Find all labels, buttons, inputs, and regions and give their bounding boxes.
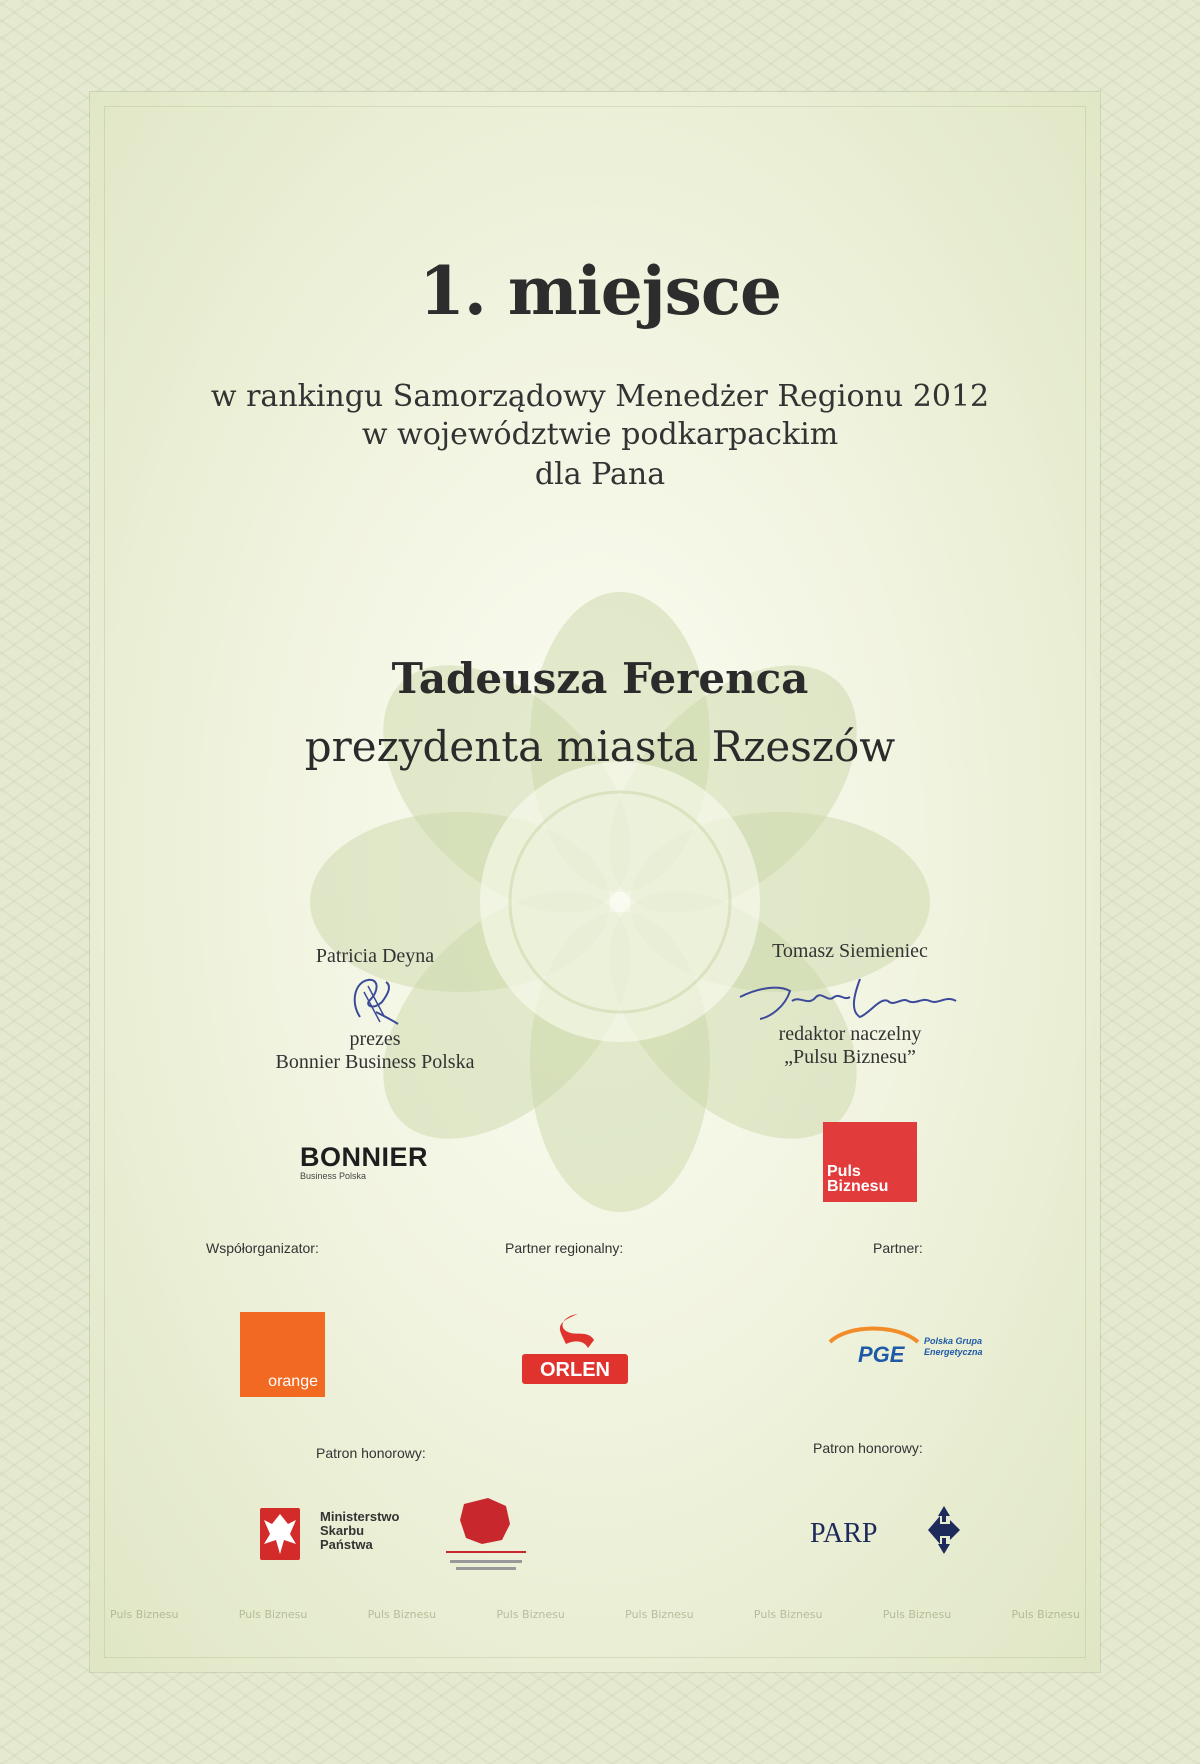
signer-title: redaktor naczelny — [778, 1023, 922, 1045]
watermark-text: Puls Biznesu — [238, 1608, 308, 1621]
orange-logo-text: orange — [268, 1373, 318, 1390]
certificate-heading: 1. miejsce — [419, 252, 781, 330]
bonnier-logo-subtext: Business Polska — [300, 1171, 367, 1181]
signature-block-left — [210, 945, 540, 1074]
orlen-logo-text: ORLEN — [540, 1359, 610, 1381]
recipient-name: Tadeusza Ferenca — [391, 654, 809, 703]
watermark-text: Puls Biznesu — [753, 1608, 823, 1621]
orlen-eagle-icon — [522, 1310, 628, 1386]
puls-logo-line2: Biznesu — [827, 1178, 889, 1195]
honorary-patron-label-right: Patron honorowy: — [813, 1440, 923, 1456]
honorary-patron-label-left: Patron honorowy: — [316, 1445, 426, 1461]
puls-logo-line1: Puls — [827, 1163, 861, 1180]
signature-block-right — [700, 940, 1000, 1069]
ministry-line1: Ministerstwo — [320, 1509, 400, 1524]
ministry-line2: Skarbu — [320, 1523, 365, 1538]
chancellery-logo — [436, 1494, 536, 1574]
signer-name: Tomasz Siemieniec — [772, 940, 928, 962]
poland-map-icon — [436, 1494, 536, 1574]
puls-biznesu-logo — [823, 1122, 917, 1202]
watermark-text: Puls Biznesu — [625, 1608, 694, 1621]
recipient-role: prezydenta miasta Rzeszów — [304, 722, 896, 771]
partner-label: Partner: — [873, 1240, 923, 1256]
signature-area — [700, 963, 1000, 1023]
regional-partner-label: Partner regionalny: — [505, 1240, 624, 1256]
pge-logo-subtext1: Polska Grupa — [924, 1336, 983, 1346]
bonnier-logo — [300, 1142, 450, 1181]
signer-title: prezes — [349, 1028, 401, 1050]
watermark-text: Puls Biznesu — [882, 1608, 952, 1621]
region-line: w województwie podkarpackim — [361, 417, 839, 452]
salutation-line: dla Pana — [534, 457, 666, 492]
parp-logo-text: PARP — [810, 1518, 878, 1549]
watermark-text: Puls Biznesu — [496, 1608, 565, 1621]
pge-logo-subtext2: Energetyczna — [924, 1347, 983, 1357]
signer-organization: Bonnier Business Polska — [275, 1051, 475, 1073]
coorganizer-label: Współorganizator: — [206, 1240, 319, 1256]
pge-arc-icon — [828, 1320, 1013, 1370]
bonnier-logo-text: BONNIER — [300, 1142, 429, 1172]
parp-logo — [810, 1500, 970, 1560]
handwritten-signature — [730, 967, 970, 1027]
pge-logo-text: PGE — [858, 1342, 905, 1367]
watermark-text: Puls Biznesu — [110, 1608, 179, 1621]
watermark-strip — [110, 1608, 1080, 1632]
orange-logo — [240, 1312, 325, 1397]
ministry-line3: Państwa — [320, 1537, 373, 1552]
signature-area — [210, 968, 540, 1028]
parp-arrows-icon — [810, 1500, 970, 1560]
ranking-line: w rankingu Samorządowy Menedżer Regionu 2012 — [210, 379, 990, 414]
signer-name: Patricia Deyna — [315, 945, 435, 967]
watermark-text: Puls Biznesu — [1011, 1608, 1080, 1621]
handwritten-signature — [340, 972, 410, 1032]
pge-logo — [828, 1320, 1013, 1370]
signer-organization: „Pulsu Biznesu” — [784, 1046, 916, 1068]
watermark-text: Puls Biznesu — [367, 1608, 437, 1621]
polish-eagle-icon — [258, 1506, 302, 1562]
orlen-logo — [522, 1310, 628, 1386]
